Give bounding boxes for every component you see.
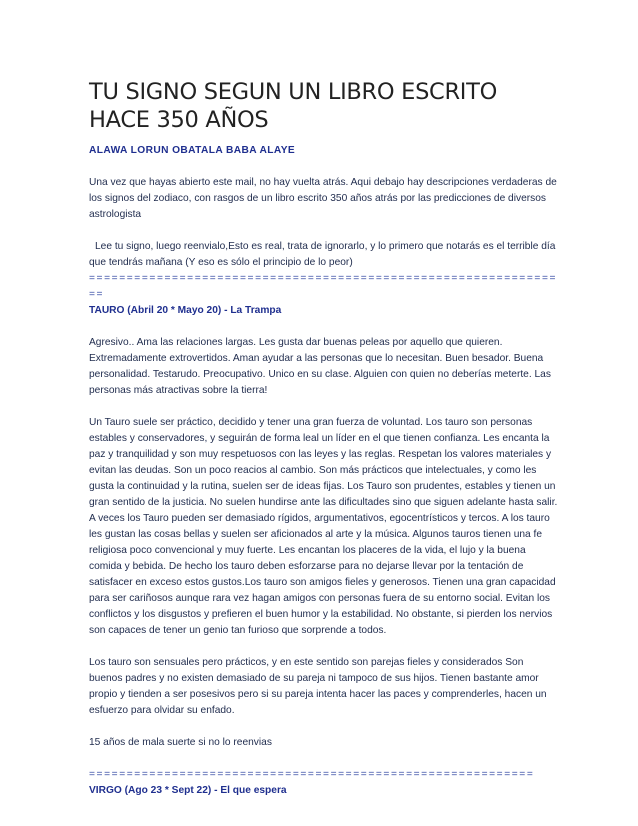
intro-paragraph: Una vez que hayas abierto este mail, no hay vuelta atrás. Aqui debajo hay descripciones verdaderas de los signos del zodiaco, con rasgos de un libro escrito 350 años atrás por las predicciones de diversos astrologista — [89, 177, 557, 220]
section-heading-tauro: TAURO (Abril 20 * Mayo 20) - La Trampa — [89, 305, 282, 316]
document-page — [89, 78, 559, 815]
warning-paragraph: Lee tu signo, luego reenvialo,Esto es real, trata de ignorarlo, y lo primero que notarás es el terrible día que tendrás mañana (Y eso es sólo el principio de lo peor) — [89, 241, 556, 268]
separator-line-2: =========================================================== — [89, 769, 535, 780]
tauro-paragraph-1: Agresivo.. Ama las relaciones largas. Les gusta dar buenas peleas por aquello que quieren. Extremadamente extrovertidos. Aman ayudar a las personas que lo necesitan. Buen besador. Buena personalidad. Testarudo. Preocupativo. Unico en su clase. Alguien con quien no deberías meterte. Las personas más atractivas sobre la tierra! — [89, 337, 551, 396]
warning-paragraph-wrapper — [89, 239, 559, 271]
tauro-paragraph-3: Los tauro son sensuales pero prácticos, y en este sentido son parejas fieles y considerados Son buenos padres y no existen demasiado de su pareja ni tampoco de sus hijos. Tienen bastante amor propio y tienden a ser posesivos pero si su pareja intenta hacer las paces y comprenderles, hacen un esfuerzo para olvidar su enfado. — [89, 657, 547, 716]
document-title: TU SIGNO SEGUN UN LIBRO ESCRITO HACE 350 AÑOS — [89, 79, 497, 133]
tauro-paragraph-4: 15 años de mala suerte si no lo reenvias — [89, 737, 272, 748]
separator-line: ================================================================ — [89, 273, 558, 300]
tauro-paragraph-2: Un Tauro suele ser práctico, decidido y tener una gran fuerza de voluntad. Los tauro son personas estables y conservadores, y seguirán de forma leal un líder en el que tienen confianza. Les encanta la paz y tranquilidad y son muy respetuosos con las leyes y las reglas. Respetan los valores materiales y evitan las deudas. Son un poco reacios al cambio. Son más prácticos que intelectuales, y como les gusta la continuidad y la rutina, suelen ser de ideas fijas. Los Tauro son prudentes, estables y tienen un gran sentido de la justicia. No suelen hundirse ante las dificultades sino que siguen adelante hasta salir. A veces los Tauro pueden ser demasiado rígidos, argumentativos, egocentrísticos y tercos. A los tauro les gustan las cosas bellas y suelen ser aficionados al arte y la música. Algunos tauros tienen una fe religiosa poco convencional y muy fuerte. Les encantan los placeres de la vida, el lujo y la buena comida y bebida. De hecho los tauro deben esforzarse para no dejarse llevar por la tentación de satisfacer en exceso estos gustos.Los tauro son amigos fieles y generosos. Tienen una gran capacidad para ser cariñosos aunque rara vez hagan amigos con personas fuera de su entorno social. Evitan los conflictos y los disgustos y prefieren el buen humor y la estabilidad. No obstante, si pierden los nervios son capaces de tener un genio tan furioso que sorprende a todos. — [89, 417, 558, 636]
section-heading-virgo: VIRGO (Ago 23 * Sept 22) - El que espera — [89, 785, 287, 796]
author-line: ALAWA LORUN OBATALA BABA ALAYE — [89, 145, 296, 156]
